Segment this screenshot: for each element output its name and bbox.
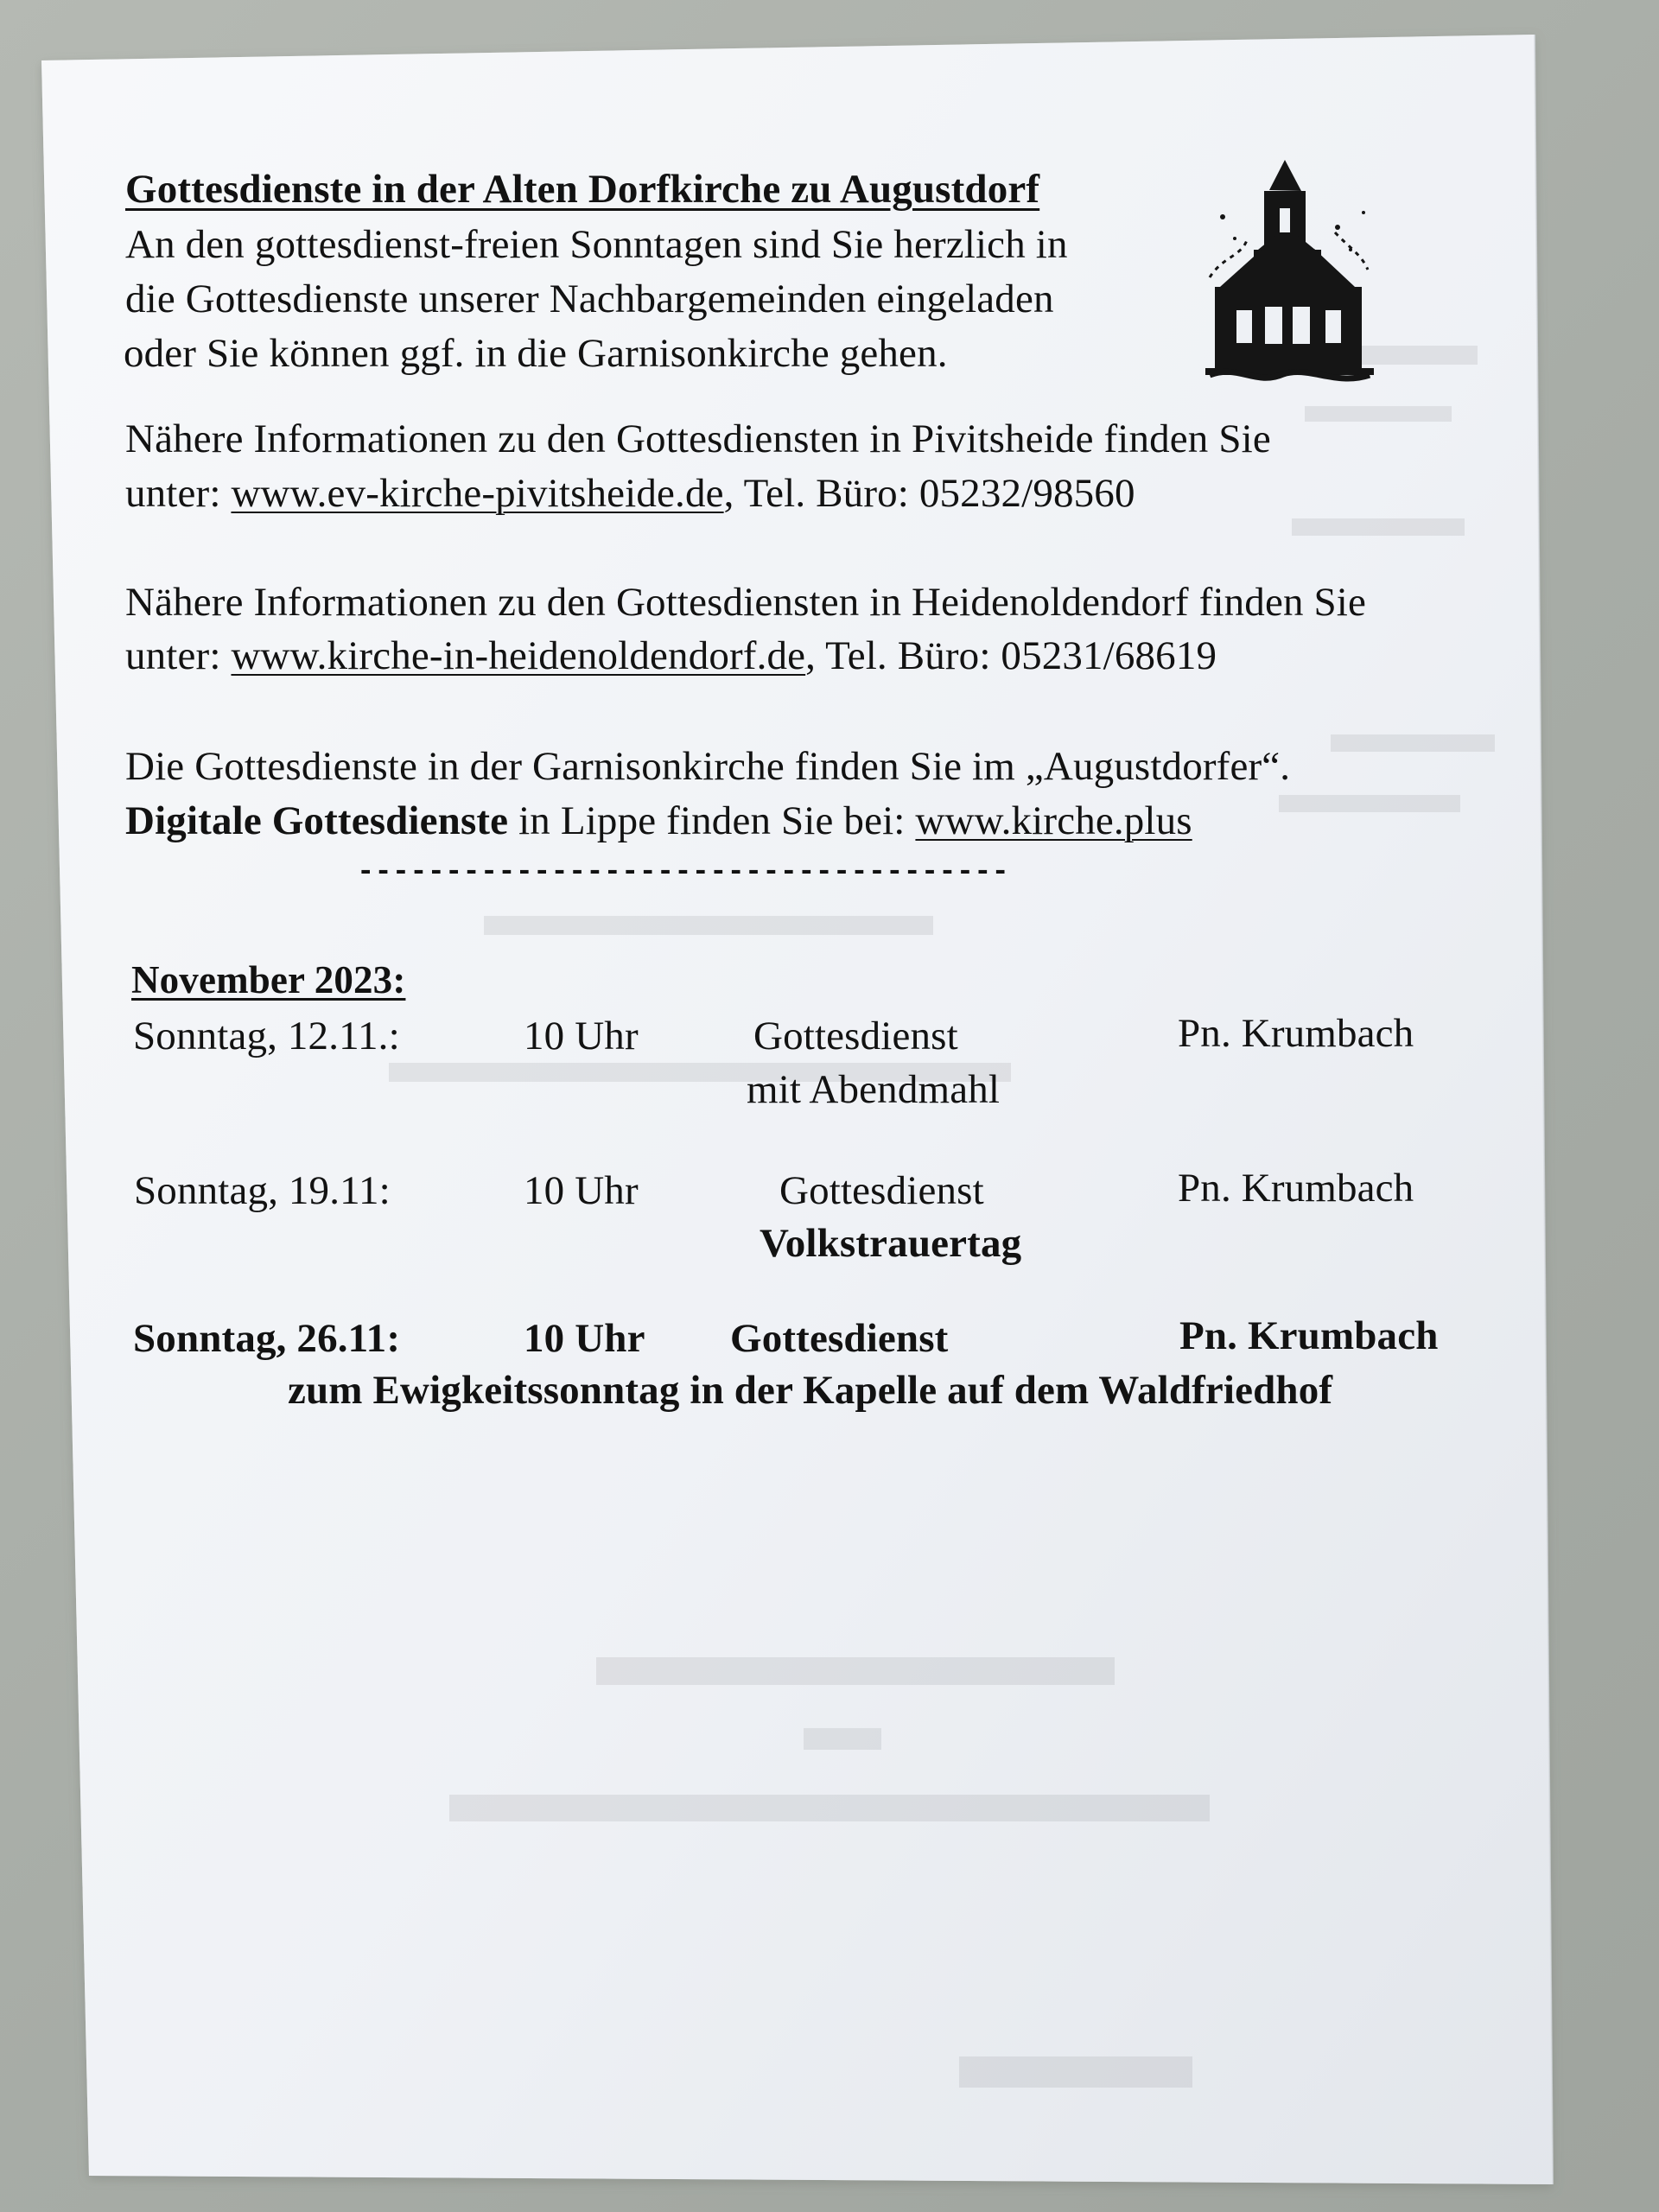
- digital-services-label: Digitale Gottesdienste: [125, 798, 509, 843]
- heidenoldendorf-prefix: unter:: [125, 633, 232, 678]
- digital-services-line: [125, 796, 1192, 846]
- pivitsheide-prefix: unter:: [125, 471, 232, 516]
- pivitsheide-info-line: Nähere Informationen zu den Gottesdiensten in Pivitsheide finden Sie: [125, 416, 1271, 461]
- pivitsheide-contact-line: [125, 468, 1135, 518]
- pivitsheide-url-link[interactable]: www.ev-kirche-pivitsheide.de: [231, 471, 724, 516]
- digital-services-url-link[interactable]: www.kirche.plus: [915, 798, 1192, 843]
- document-title: Gottesdienste in der Alten Dorfkirche zu Augustdorf: [125, 167, 1040, 212]
- service-pastor: Pn. Krumbach: [1178, 1166, 1414, 1211]
- intro-line-3: oder Sie können ggf. in die Garnisonkirche gehen.: [124, 331, 948, 376]
- service-time: 10 Uhr: [524, 1316, 645, 1361]
- service-detail: zum Ewigkeitssonntag in der Kapelle auf dem Waldfriedhof: [288, 1368, 1333, 1413]
- service-detail: mit Abendmahl: [747, 1067, 1001, 1112]
- heidenoldendorf-info-line: Nähere Informationen zu den Gottesdiensten in Heidenoldendorf finden Sie: [125, 580, 1367, 625]
- service-pastor: Pn. Krumbach: [1179, 1313, 1439, 1358]
- service-pastor: Pn. Krumbach: [1178, 1011, 1414, 1056]
- heidenoldendorf-phone: , Tel. Büro: 05231/68619: [805, 633, 1217, 678]
- intro-line-2: die Gottesdienste unserer Nachbargemeinden eingeladen: [125, 276, 1054, 321]
- service-date: Sonntag, 12.11.:: [133, 1014, 400, 1058]
- intro-line-1: An den gottesdienst-freien Sonntagen sind Sie herzlich in: [125, 222, 1068, 267]
- service-type: Gottesdienst: [779, 1168, 984, 1213]
- garnison-info-line: Die Gottesdienste in der Garnisonkirche finden Sie im „Augustdorfer“.: [125, 744, 1291, 789]
- service-type: Gottesdienst: [730, 1316, 949, 1361]
- heidenoldendorf-contact-line: [125, 631, 1217, 681]
- digital-services-text: in Lippe finden Sie bei:: [508, 798, 916, 843]
- service-date: Sonntag, 19.11:: [134, 1168, 391, 1213]
- service-date: Sonntag, 26.11:: [133, 1316, 401, 1361]
- service-type: Gottesdienst: [753, 1014, 958, 1058]
- service-time: 10 Uhr: [524, 1014, 639, 1058]
- month-heading: November 2023:: [131, 958, 406, 1001]
- service-detail: Volkstrauertag: [760, 1221, 1022, 1266]
- church-illustration-icon: [1205, 160, 1374, 389]
- section-divider: -------------------------------------: [357, 856, 1009, 889]
- heidenoldendorf-url-link[interactable]: www.kirche-in-heidenoldendorf.de: [231, 633, 806, 678]
- pivitsheide-phone: , Tel. Büro: 05232/98560: [723, 471, 1135, 516]
- service-time: 10 Uhr: [524, 1168, 639, 1213]
